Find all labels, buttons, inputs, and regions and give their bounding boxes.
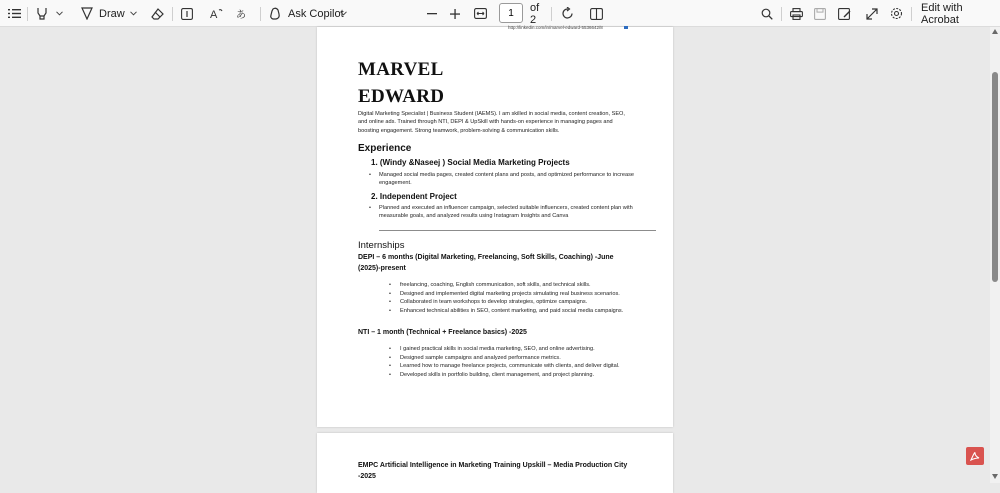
page-view-icon[interactable] — [588, 0, 604, 27]
page2-title-line-2: -2025 — [358, 473, 376, 480]
pdf-toolbar — [0, 0, 1000, 27]
contents-list-icon[interactable] — [6, 0, 22, 27]
save-as-icon[interactable] — [836, 0, 852, 27]
link-mark — [624, 26, 628, 29]
save-icon[interactable] — [812, 0, 828, 27]
edit-with-acrobat-button[interactable]: Edit with Acrobat — [921, 1, 963, 26]
highlight-icon[interactable] — [35, 0, 49, 27]
gear-icon[interactable] — [888, 0, 904, 27]
copilot-icon[interactable] — [268, 0, 284, 27]
scroll-down-icon[interactable] — [992, 474, 998, 479]
list-item: • I gained practical skills in social media marketing, SEO, and online advertising. — [389, 346, 595, 352]
ask-copilot-button[interactable]: Ask Copilot — [288, 7, 344, 20]
scrollbar-thumb[interactable] — [992, 72, 998, 282]
name-line-1: MARVEL — [358, 59, 444, 80]
search-icon[interactable] — [759, 0, 775, 27]
depi-title-line-2: (2025)-present — [358, 265, 406, 272]
list-item: • Designed sample campaigns and analyzed performance metrics. — [389, 355, 561, 361]
eraser-icon[interactable] — [149, 0, 165, 27]
highlight-chevron-down-icon[interactable] — [54, 0, 64, 27]
list-item: • Enhanced technical abilities in SEO, content marketing, and paid social media campaigns. — [389, 308, 624, 314]
page2-title-line-1: EMPC Artificial Intelligence in Marketing Training Upskill – Media Production City — [358, 462, 628, 469]
experience-item-1-bullet: • Managed social media pages, created content plans and posts, and optimized performance to increase engagement. — [369, 172, 634, 187]
section-divider — [379, 230, 656, 231]
acrobat-pdf-icon[interactable] — [966, 447, 984, 465]
experience-item-2-bullet: • Planned and executed an influencer campaign, selected suitable influencers, created content plan with measurable goals, and analyzed results using Instagram Insights and Canva — [369, 205, 633, 220]
list-item: • Developed skills in portfolio building, client management, and project planning. — [389, 372, 595, 378]
list-item: • Designed and implemented digital marketing projects simulating real business scenarios. — [389, 291, 620, 297]
fit-page-icon[interactable] — [472, 0, 488, 27]
nti-title: NTI – 1 month (Technical + Freelance basics) -2025 — [358, 329, 527, 336]
zoom-in-icon[interactable] — [449, 0, 461, 27]
list-item: • Collaborated in team workshops to develop strategies, optimize campaigns. — [389, 299, 588, 305]
internships-heading: Internships — [358, 240, 405, 251]
zoom-out-icon[interactable] — [426, 0, 438, 27]
list-item: • freelancing, coaching, English communication, soft skills, and technical skills. — [389, 282, 591, 288]
translate-icon[interactable] — [235, 0, 253, 27]
text-box-icon[interactable] — [180, 0, 194, 27]
page-total-label: of 2 — [530, 1, 540, 26]
print-icon[interactable] — [788, 0, 804, 27]
svg-text:あ: あ — [236, 9, 246, 20]
draw-button[interactable]: Draw — [99, 7, 125, 20]
draw-pen-icon[interactable] — [80, 0, 94, 27]
page-number-input[interactable] — [502, 8, 520, 19]
experience-item-2-title: 2. Independent Project — [371, 192, 457, 201]
experience-item-1-title: 1. (Windy &Naseej ) Social Media Marketing Projects — [371, 158, 570, 167]
scroll-up-icon[interactable] — [992, 29, 998, 34]
profile-summary: Digital Marketing Specialist | Business Student (IAEMS). I am skilled in social media, content creation, SEO, and online ads. Trained through NTI, DEPI & UpSkill with hands-on experience in managing pages and boosting engagement. Strong teamwork, problem-solving & communication skills. — [358, 111, 625, 134]
page-number-box[interactable] — [499, 3, 523, 23]
read-aloud-icon[interactable] — [209, 0, 225, 27]
draw-chevron-down-icon[interactable] — [128, 0, 138, 27]
experience-heading: Experience — [358, 143, 412, 154]
expand-icon[interactable] — [864, 0, 880, 27]
depi-title-line-1: DEPI – 6 months (Digital Marketing, Freelancing, Soft Skills, Coaching) -June — [358, 254, 614, 261]
linkedin-url[interactable]: http://linkedin.com/in/marvel-edward-5536642/8 — [508, 25, 603, 30]
pdf-page-1 — [317, 27, 673, 427]
pdf-page-2 — [317, 433, 673, 493]
list-item: • Learned how to manage freelance projects, communicate with clients, and deliver digital. — [389, 363, 620, 369]
name-line-2: EDWARD — [358, 86, 445, 107]
svg-text:A: A — [210, 8, 218, 20]
rotate-icon[interactable] — [559, 0, 575, 27]
copilot-chevron-down-icon[interactable] — [338, 0, 348, 27]
